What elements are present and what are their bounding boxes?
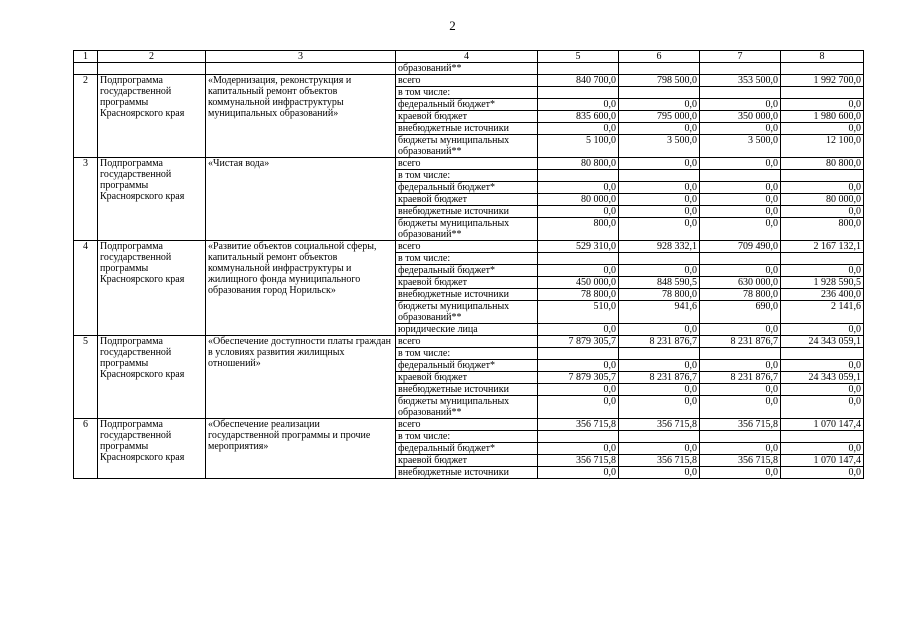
value-cell (619, 87, 700, 99)
value-cell: 356 715,8 (538, 455, 619, 467)
program-title: Подпрограмма государственной программы Красноярского края (98, 158, 206, 241)
value-cell: 5 100,0 (538, 135, 619, 158)
value-cell: 450 000,0 (538, 277, 619, 289)
value-cell: 1 070 147,4 (781, 419, 864, 431)
column-header: 3 (206, 51, 396, 63)
value-cell: 0,0 (619, 99, 700, 111)
empty-cell (206, 63, 396, 75)
value-cell: 350 000,0 (700, 111, 781, 123)
value-cell (538, 253, 619, 265)
value-cell: 0,0 (538, 443, 619, 455)
value-cell: 0,0 (619, 182, 700, 194)
source-cell: бюджеты муниципальных образований** (396, 218, 538, 241)
column-header: 1 (74, 51, 98, 63)
value-cell: 0,0 (538, 396, 619, 419)
value-cell: 78 800,0 (619, 289, 700, 301)
value-cell: 0,0 (538, 360, 619, 372)
value-cell: 356 715,8 (619, 455, 700, 467)
value-cell: 0,0 (619, 218, 700, 241)
source-cell: в том числе: (396, 431, 538, 443)
source-cell: в том числе: (396, 348, 538, 360)
value-cell: 795 000,0 (619, 111, 700, 123)
value-cell: 3 500,0 (619, 135, 700, 158)
value-cell: 2 141,6 (781, 301, 864, 324)
header-row (74, 51, 864, 63)
empty-cell (98, 63, 206, 75)
source-cell: всего (396, 75, 538, 87)
value-cell: 0,0 (538, 182, 619, 194)
value-cell: 0,0 (619, 324, 700, 336)
value-cell: 0,0 (700, 158, 781, 170)
column-header: 5 (538, 51, 619, 63)
value-cell: 0,0 (700, 123, 781, 135)
source-cell: федеральный бюджет* (396, 99, 538, 111)
source-cell: бюджеты муниципальных образований** (396, 301, 538, 324)
value-cell: 0,0 (538, 265, 619, 277)
value-cell: 353 500,0 (700, 75, 781, 87)
source-cell: бюджеты муниципальных образований** (396, 135, 538, 158)
value-cell: 0,0 (619, 123, 700, 135)
program-description: «Обеспечение доступности платы граждан в условиях развития жилищных отношений» (206, 336, 396, 419)
value-cell (538, 431, 619, 443)
source-cell: всего (396, 336, 538, 348)
value-cell: 7 879 305,7 (538, 372, 619, 384)
value-cell: 0,0 (538, 324, 619, 336)
value-cell: 80 000,0 (781, 194, 864, 206)
source-cell: федеральный бюджет* (396, 360, 538, 372)
value-cell: 0,0 (619, 396, 700, 419)
value-cell: 0,0 (619, 467, 700, 479)
value-cell: 529 310,0 (538, 241, 619, 253)
value-cell: 0,0 (700, 182, 781, 194)
value-cell: 12 100,0 (781, 135, 864, 158)
value-cell: 24 343 059,1 (781, 372, 864, 384)
value-cell: 24 343 059,1 (781, 336, 864, 348)
source-cell: федеральный бюджет* (396, 443, 538, 455)
value-cell: 0,0 (700, 467, 781, 479)
value-cell: 356 715,8 (700, 455, 781, 467)
value-cell: 0,0 (700, 443, 781, 455)
value-cell (781, 253, 864, 265)
value-cell: 0,0 (700, 396, 781, 419)
table-row (74, 241, 864, 253)
program-description: «Модернизация, реконструкция и капитальный ремонт объектов коммунальной инфраструктуры муниципальных образований» (206, 75, 396, 158)
value-cell: 0,0 (781, 265, 864, 277)
value-cell (700, 87, 781, 99)
value-cell (619, 348, 700, 360)
value-cell: 2 167 132,1 (781, 241, 864, 253)
source-cell: краевой бюджет (396, 277, 538, 289)
value-cell: 690,0 (700, 301, 781, 324)
value-cell: 78 800,0 (538, 289, 619, 301)
program-title: Подпрограмма государственной программы Красноярского края (98, 336, 206, 419)
source-cell: краевой бюджет (396, 194, 538, 206)
source-cell: всего (396, 419, 538, 431)
source-cell: всего (396, 241, 538, 253)
value-cell (538, 87, 619, 99)
value-cell: 1 928 590,5 (781, 277, 864, 289)
program-title: Подпрограмма государственной программы Красноярского края (98, 241, 206, 336)
value-cell: 0,0 (538, 467, 619, 479)
value-cell (700, 170, 781, 182)
value-cell: 3 500,0 (700, 135, 781, 158)
source-cell: федеральный бюджет* (396, 265, 538, 277)
value-cell: 0,0 (538, 123, 619, 135)
source-cell: внебюджетные источники (396, 384, 538, 396)
source-cell: внебюджетные источники (396, 289, 538, 301)
value-cell: 1 980 600,0 (781, 111, 864, 123)
value-cell: 0,0 (781, 396, 864, 419)
value-cell (619, 170, 700, 182)
value-cell: 840 700,0 (538, 75, 619, 87)
value-cell: 835 600,0 (538, 111, 619, 123)
value-cell: 8 231 876,7 (619, 336, 700, 348)
value-cell: 0,0 (700, 324, 781, 336)
program-description: «Развитие объектов социальной сферы, капитальный ремонт объектов коммунальной инфраструктуры и жилищного фонда муниципального образования город Норильск» (206, 241, 396, 336)
source-cell: бюджеты муниципальных образований** (396, 396, 538, 419)
table-row (74, 63, 864, 75)
program-description: «Чистая вода» (206, 158, 396, 241)
source-cell: внебюджетные источники (396, 467, 538, 479)
row-number: 2 (74, 75, 98, 158)
row-number: 5 (74, 336, 98, 419)
table-row (74, 419, 864, 431)
funding-table (73, 50, 864, 479)
value-cell: 356 715,8 (700, 419, 781, 431)
value-cell (781, 87, 864, 99)
table-body (74, 51, 864, 479)
value-cell: 0,0 (700, 206, 781, 218)
value-cell: 0,0 (538, 206, 619, 218)
source-cell: всего (396, 158, 538, 170)
table-row (74, 336, 864, 348)
value-cell: 8 231 876,7 (700, 372, 781, 384)
value-cell: 0,0 (781, 206, 864, 218)
value-cell (538, 348, 619, 360)
table-row (74, 158, 864, 170)
program-title: Подпрограмма государственной программы Красноярского края (98, 75, 206, 158)
column-header: 4 (396, 51, 538, 63)
value-cell: 0,0 (781, 443, 864, 455)
value-cell: 0,0 (619, 384, 700, 396)
value-cell: 848 590,5 (619, 277, 700, 289)
source-cell: внебюджетные источники (396, 206, 538, 218)
value-cell: 0,0 (538, 99, 619, 111)
value-cell (781, 431, 864, 443)
row-number: 6 (74, 419, 98, 479)
program-description: «Обеспечение реализации государственной программы и прочие мероприятия» (206, 419, 396, 479)
row-number: 4 (74, 241, 98, 336)
value-cell: 0,0 (619, 265, 700, 277)
value-cell: 80 000,0 (538, 194, 619, 206)
value-cell: 80 800,0 (538, 158, 619, 170)
value-cell: 0,0 (619, 443, 700, 455)
source-cell: образований** (396, 63, 538, 75)
value-cell: 78 800,0 (700, 289, 781, 301)
value-cell: 8 231 876,7 (619, 372, 700, 384)
source-cell: в том числе: (396, 253, 538, 265)
value-cell: 0,0 (619, 206, 700, 218)
value-cell: 0,0 (538, 384, 619, 396)
value-cell: 928 332,1 (619, 241, 700, 253)
value-cell (781, 170, 864, 182)
value-cell (700, 348, 781, 360)
source-cell: внебюджетные источники (396, 123, 538, 135)
value-cell: 0,0 (781, 99, 864, 111)
value-cell: 0,0 (619, 360, 700, 372)
source-cell: юридические лица (396, 324, 538, 336)
value-cell: 941,6 (619, 301, 700, 324)
value-cell: 798 500,0 (619, 75, 700, 87)
value-cell (619, 63, 700, 75)
value-cell: 1 992 700,0 (781, 75, 864, 87)
value-cell: 0,0 (781, 123, 864, 135)
value-cell: 0,0 (781, 182, 864, 194)
value-cell (700, 431, 781, 443)
value-cell: 0,0 (700, 194, 781, 206)
value-cell: 0,0 (781, 324, 864, 336)
source-cell: краевой бюджет (396, 455, 538, 467)
source-cell: краевой бюджет (396, 372, 538, 384)
value-cell (700, 253, 781, 265)
column-header: 6 (619, 51, 700, 63)
value-cell: 0,0 (700, 218, 781, 241)
value-cell: 709 490,0 (700, 241, 781, 253)
source-cell: краевой бюджет (396, 111, 538, 123)
empty-cell (74, 63, 98, 75)
value-cell: 800,0 (538, 218, 619, 241)
value-cell (538, 63, 619, 75)
value-cell (781, 63, 864, 75)
value-cell (619, 253, 700, 265)
value-cell (700, 63, 781, 75)
value-cell: 630 000,0 (700, 277, 781, 289)
value-cell: 0,0 (781, 467, 864, 479)
table-row (74, 75, 864, 87)
value-cell: 8 231 876,7 (700, 336, 781, 348)
program-title: Подпрограмма государственной программы Красноярского края (98, 419, 206, 479)
value-cell (619, 431, 700, 443)
column-header: 2 (98, 51, 206, 63)
value-cell: 356 715,8 (619, 419, 700, 431)
source-cell: федеральный бюджет* (396, 182, 538, 194)
value-cell: 80 800,0 (781, 158, 864, 170)
value-cell: 0,0 (781, 360, 864, 372)
value-cell: 0,0 (700, 360, 781, 372)
value-cell: 800,0 (781, 218, 864, 241)
value-cell: 0,0 (619, 194, 700, 206)
page-number: 2 (449, 18, 456, 33)
value-cell: 7 879 305,7 (538, 336, 619, 348)
value-cell: 356 715,8 (538, 419, 619, 431)
value-cell: 0,0 (700, 384, 781, 396)
source-cell: в том числе: (396, 170, 538, 182)
column-header: 7 (700, 51, 781, 63)
row-number: 3 (74, 158, 98, 241)
value-cell: 0,0 (619, 158, 700, 170)
column-header: 8 (781, 51, 864, 63)
value-cell (538, 170, 619, 182)
value-cell: 1 070 147,4 (781, 455, 864, 467)
value-cell: 236 400,0 (781, 289, 864, 301)
value-cell: 0,0 (700, 99, 781, 111)
value-cell: 0,0 (700, 265, 781, 277)
value-cell: 0,0 (781, 384, 864, 396)
value-cell (781, 348, 864, 360)
source-cell: в том числе: (396, 87, 538, 99)
value-cell: 510,0 (538, 301, 619, 324)
